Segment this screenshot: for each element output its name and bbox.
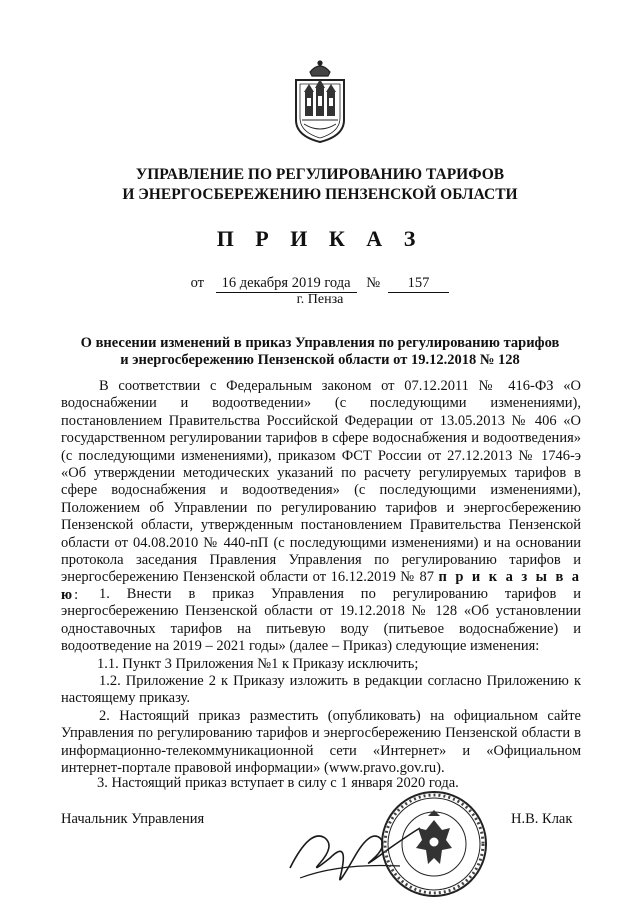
item-2: 2. Настоящий приказ разместить (опубликовать) на официальном сайте Управления по регулированию тарифов и энергосбережению Пензенской области в информационно-телекоммуникационной сети «Интернет» и «Официальном интернет-портале правовой информации» (www.pravo.gov.ru).: [61, 708, 581, 777]
decree-word: п р и к а з ы в а ю: [61, 569, 582, 603]
order-subject: [0, 335, 640, 369]
coat-of-arms-icon: [292, 58, 348, 144]
order-number: 157: [388, 275, 450, 293]
item-1-2: 1.2. Приложение 2 к Приказу изложить в редакции согласно Приложению к настоящему приказу.: [61, 673, 581, 707]
subject-line-2: и энергосбережению Пензенской области от 19.12.2018 № 128: [120, 352, 520, 368]
organization-name-line-2: И ЭНЕРГОСБЕРЕЖЕНИЮ ПЕНЗЕНСКОЙ ОБЛАСТИ: [122, 186, 518, 203]
decree-colon: :: [74, 586, 79, 603]
preamble-text: В соответствии с Федеральным законом от 07.12.2011 № 416-ФЗ «О водоснабжении и водоотведении» (с последующими изменениями), постановлением Правительства Российской Федерации от 13.05.2013 № 406 «О государственном регулировании тарифов в сфере водоснабжения и водоотведения» (с последующими изменениями), приказом ФСТ России от 27.12.2013 № 1746-э «Об утверждении методических указаний по расчету регулируемых тарифов в сфере водоснабжения и водоотведения» (с последующими изменениями), Положением об Управлении по регулированию тарифов и энергосбережению Пензенской области, утвержденным постановлением Правительства Пензенской области от 04.08.2010 № 440-пП (с последующими изменениями) и на основании протокола заседания Правления Управления по регулированию тарифов и энергосбережению Пензенской области от 16.12.2019 № 87: [61, 378, 581, 586]
date-prefix: от: [190, 275, 204, 291]
signer-position: Начальник Управления: [61, 811, 205, 827]
city: г. Пенза: [296, 292, 344, 307]
subject-line-1: О внесении изменений в приказ Управления по регулированию тарифов: [80, 335, 560, 351]
date-number-line: [0, 275, 640, 293]
organization-name-line-1: УПРАВЛЕНИЕ ПО РЕГУЛИРОВАНИЮ ТАРИФОВ: [135, 166, 505, 183]
number-sign: №: [366, 275, 381, 291]
preamble-paragraph: [61, 378, 581, 604]
signer-name: Н.В. Клак: [511, 811, 573, 827]
item-1: 1. Внести в приказ Управления по регулированию тарифов и энергосбережению Пензенской области от 19.12.2018 № 128 «Об установлении одноставочных тарифов на питьевую воду (питьевое водоснабжение) и водоотведение на 2019 – 2021 годы» (далее – Приказ) следующие изменения:: [61, 586, 581, 655]
official-seal-icon: [380, 790, 488, 898]
item-3: 3. Настоящий приказ вступает в силу с 1 января 2020 года.: [97, 775, 459, 791]
item-1-1: 1.1. Пункт 3 Приложения №1 к Приказу исключить;: [97, 656, 419, 672]
document-type-title: П Р И К А З: [216, 226, 424, 251]
order-date: 16 декабря 2019 года: [216, 275, 357, 293]
